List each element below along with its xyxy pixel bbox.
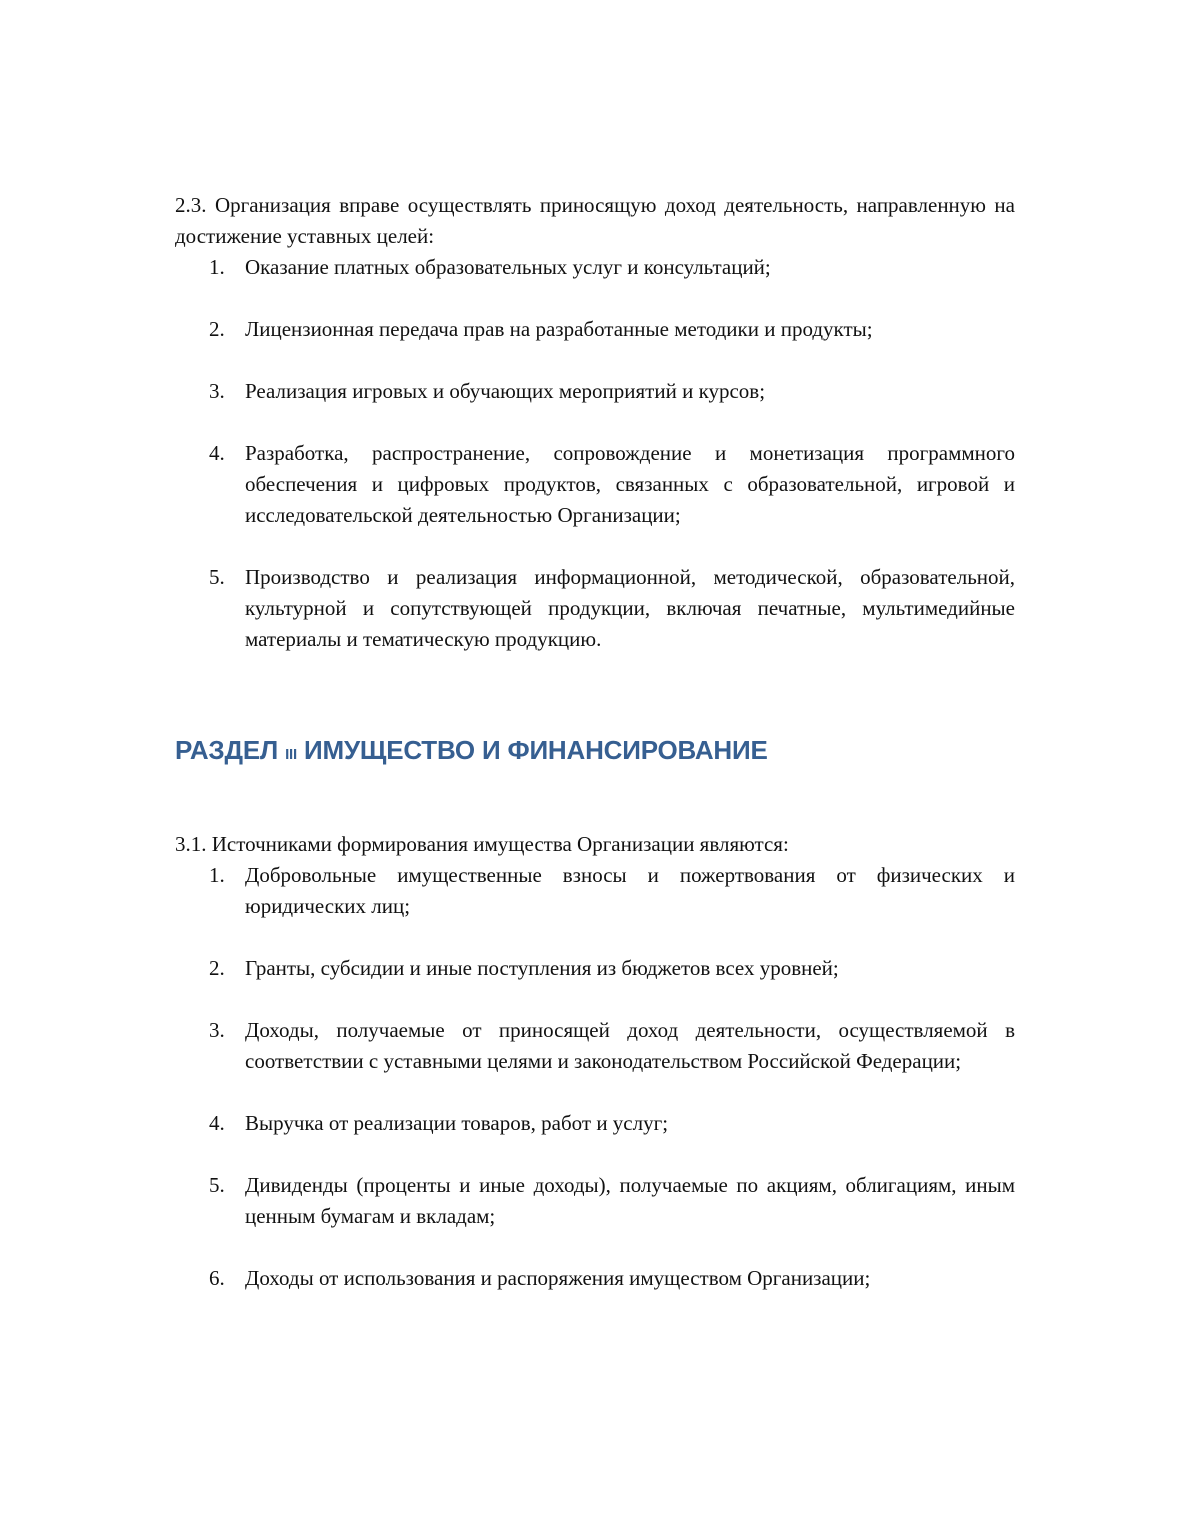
list-item (175, 1015, 1015, 1077)
list-item (175, 562, 1015, 655)
list-item (175, 314, 1015, 345)
section-3-heading (175, 730, 1015, 775)
list-item-number: 3. (209, 1018, 225, 1042)
list-item-text: Выручка от реализации товаров, работ и услуг; (245, 1111, 669, 1135)
list-item-number: 1. (209, 863, 225, 887)
list-item-text: Производство и реализация информационной, методической, образовательной, культурной и сопутствующей продукции, включая печатные, мультимедийные материалы и тематическую продукцию. (245, 565, 1015, 651)
list-item (175, 252, 1015, 283)
list-item (175, 1263, 1015, 1294)
list-item-text: Гранты, субсидии и иные поступления из бюджетов всех уровней; (245, 956, 839, 980)
list-item-text: Доходы, получаемые от приносящей доход деятельности, осуществляемой в соответствии с уставными целями и законодательством Российской Федерации; (245, 1018, 1015, 1073)
list-item-number: 4. (209, 1111, 225, 1135)
clause-2-3-intro: 2.3. Организация вправе осуществлять приносящую доход деятельность, направленную на достижение уставных целей: (175, 193, 1015, 248)
list-item-number: 5. (209, 565, 225, 589)
list-item-number: 5. (209, 1173, 225, 1197)
list-item-number: 3. (209, 379, 225, 403)
heading-roman-numeral: III (285, 746, 297, 763)
page-content (175, 190, 1015, 1294)
list-item-text: Оказание платных образовательных услуг и консультаций; (245, 255, 771, 279)
list-item (175, 376, 1015, 407)
list-item-text: Реализация игровых и обучающих мероприятий и курсов; (245, 379, 766, 403)
list-item-number: 6. (209, 1266, 225, 1290)
list-item-number: 2. (209, 317, 225, 341)
list-item-number: 2. (209, 956, 225, 980)
clause-3-1-intro: 3.1. Источниками формирования имущества Организации являются: (175, 832, 789, 856)
list-item-text: Добровольные имущественные взносы и пожертвования от физических и юридических лиц; (245, 863, 1015, 918)
list-item (175, 860, 1015, 922)
list-item-text: Дивиденды (проценты и иные доходы), получаемые по акциям, облигациям, иным ценным бумагам и вкладам; (245, 1173, 1015, 1228)
list-item (175, 1170, 1015, 1232)
list-item (175, 1108, 1015, 1139)
heading-title: ИМУЩЕСТВО И ФИНАНСИРОВАНИЕ (304, 735, 768, 765)
list-item (175, 953, 1015, 984)
heading-prefix: РАЗДЕЛ (175, 735, 279, 765)
income-activities-list (175, 252, 1015, 655)
list-item-number: 4. (209, 441, 225, 465)
list-item-number: 1. (209, 255, 225, 279)
list-item (175, 438, 1015, 531)
list-item-text: Доходы от использования и распоряжения имуществом Организации; (245, 1266, 871, 1290)
list-item-text: Лицензионная передача прав на разработанные методики и продукты; (245, 317, 873, 341)
list-item-text: Разработка, распространение, сопровождение и монетизация программного обеспечения и цифровых продуктов, связанных с образовательной, игровой и исследовательской деятельностью Организации; (245, 441, 1015, 527)
property-sources-list (175, 860, 1015, 1294)
